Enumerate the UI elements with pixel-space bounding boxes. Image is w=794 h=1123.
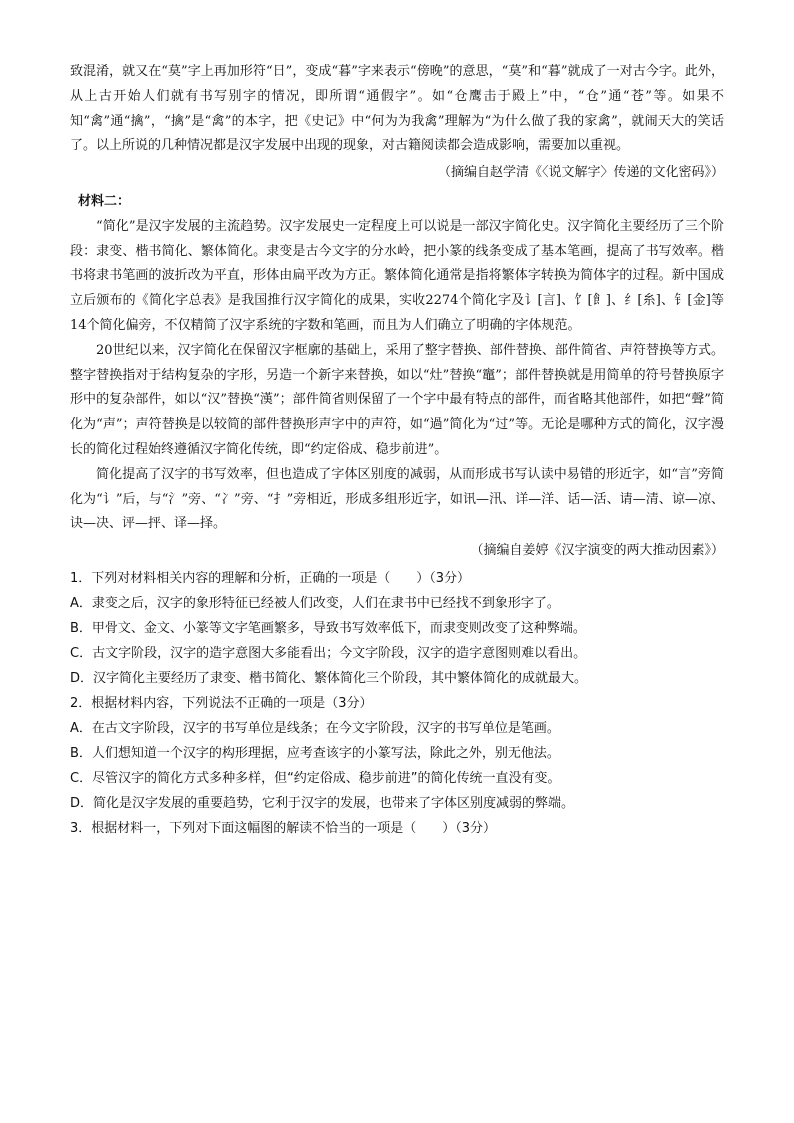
- question-3: [70, 816, 724, 841]
- question-2-stem: 2．根据材料内容，下列说法不正确的一项是（3分）: [70, 695, 373, 711]
- material2-source: （摘编自姜婷《汉字演变的两大推动因素》）: [470, 543, 724, 559]
- material2-paragraph-2: 20世纪以来，汉字简化在保留汉字框廓的基础上，采用了整字替换、部件替换、部件简省、声符替换等方式。整字替换指对于结构复杂的字形，另造一个新字来替换，如以“灶”替换“竈”；部件替换就是用简单的符号替换原字形中的复杂部件，如以“汉”替换“漢”；部件简省则保留了一个字中最有特点的部件，而省略其他部件，如把“聲”简化为“声”；声符替换是以较简的部件替换形声字中的声符，如“過”简化为“过”等。无论是哪种方式的简化，汉字漫长的简化过程始终遵循汉字简化传统，即“约定俗成、稳步前进”。: [70, 342, 724, 457]
- material2-paragraph-3: 简化提高了汉字的书写效率，但也造成了字体区别度的减弱，从而形成书写认读中易错的形近字，如“言”旁简化为“讠”后，与“氵”旁、“冫”旁、“扌”旁相近，形成多组形近字，如讯—汛、详—洋、话—活、请—清、谅—凉、诀—决、评—抨、译—择。: [70, 466, 724, 532]
- material1-source: （摘编自赵学清《〈说文解字〉传递的文化密码》）: [437, 165, 724, 181]
- material2-paragraph-1: “简化”是汉字发展的主流趋势。汉字发展史一定程度上可以说是一部汉字简化史。汉字简化主要经历了三个阶段：隶变、楷书简化、繁体简化。隶变是古今文字的分水岭，把小篆的线条变成了基本笔画，提高了书写效率。楷书将隶书笔画的波折改为平直，形体由扁平改为方正。繁体简化通常是指将繁体字转换为简体字的过程。新中国成立后颁布的《简化字总表》是我国推行汉字简化的成果，实收2274个简化字及讠[言]、饣[飠]、纟[糸]、钅[金]等14个简化偏旁，不仅精简了汉字系统的字数和笔画，而且为人们确立了明确的字体规范。: [70, 218, 724, 333]
- question-1-option-c: C．古文字阶段，汉字的造字意图大多能看出；今文字阶段，汉字的造字意图则难以看出。: [70, 645, 587, 661]
- question-1-stem: 1．下列对材料相关内容的理解和分析，正确的一项是（ ）（3分）: [70, 570, 471, 586]
- question-1-option-b: B．甲骨文、金文、小篆等文字笔画繁多，导致书写效率低下，而隶变则改变了这种弊端。: [70, 620, 586, 636]
- question-3-stem: 3．根据材料一，下列对下面这幅图的解读不恰当的一项是（ ）（3分）: [70, 820, 497, 836]
- material2-heading: 材料二：: [78, 193, 131, 209]
- question-2-option-c: C．尽管汉字的简化方式多种多样，但“约定俗成、稳步前进”的简化传统一直没有变。: [70, 770, 561, 786]
- question-2: [70, 691, 724, 816]
- material1-paragraph-end: 致混淆，就又在“莫”字上再加形符“日”，变成“暮”字来表示“傍晚”的意思，“莫”和“暮”就成了一对古今字。此外，从上古开始人们就有书写别字的情况，即所谓“通假字”。如“仓鹰击于殿上”中，“仓”通“苍”等。如果不知“禽”通“擒”，“擒”是“禽”的本字，把《史记》中“何为为我禽”理解为“为什么做了我的家禽”，就闹天大的笑话了。以上所说的几种情况都是汉字发展中出现的现象，对古籍阅读都会造成影响，需要加以重视。: [70, 64, 724, 154]
- question-2-option-d: D．简化是汉字发展的重要趋势，它利于汉字的发展，也带来了字体区别度减弱的弊端。: [70, 795, 575, 811]
- question-1-option-d: D．汉字简化主要经历了隶变、楷书简化、繁体简化三个阶段，其中繁体简化的成就最大。: [70, 670, 588, 686]
- question-1: [70, 566, 724, 691]
- question-1-option-a: A．隶变之后，汉字的象形特征已经被人们改变，人们在隶书中已经找不到象形字了。: [70, 595, 560, 611]
- question-2-option-a: A．在古文字阶段，汉字的书写单位是线条；在今文字阶段，汉字的书写单位是笔画。: [70, 720, 560, 736]
- exam-page: [70, 60, 724, 841]
- question-2-option-b: B．人们想知道一个汉字的构形理据，应考查该字的小篆写法，除此之外，别无他法。: [70, 745, 560, 761]
